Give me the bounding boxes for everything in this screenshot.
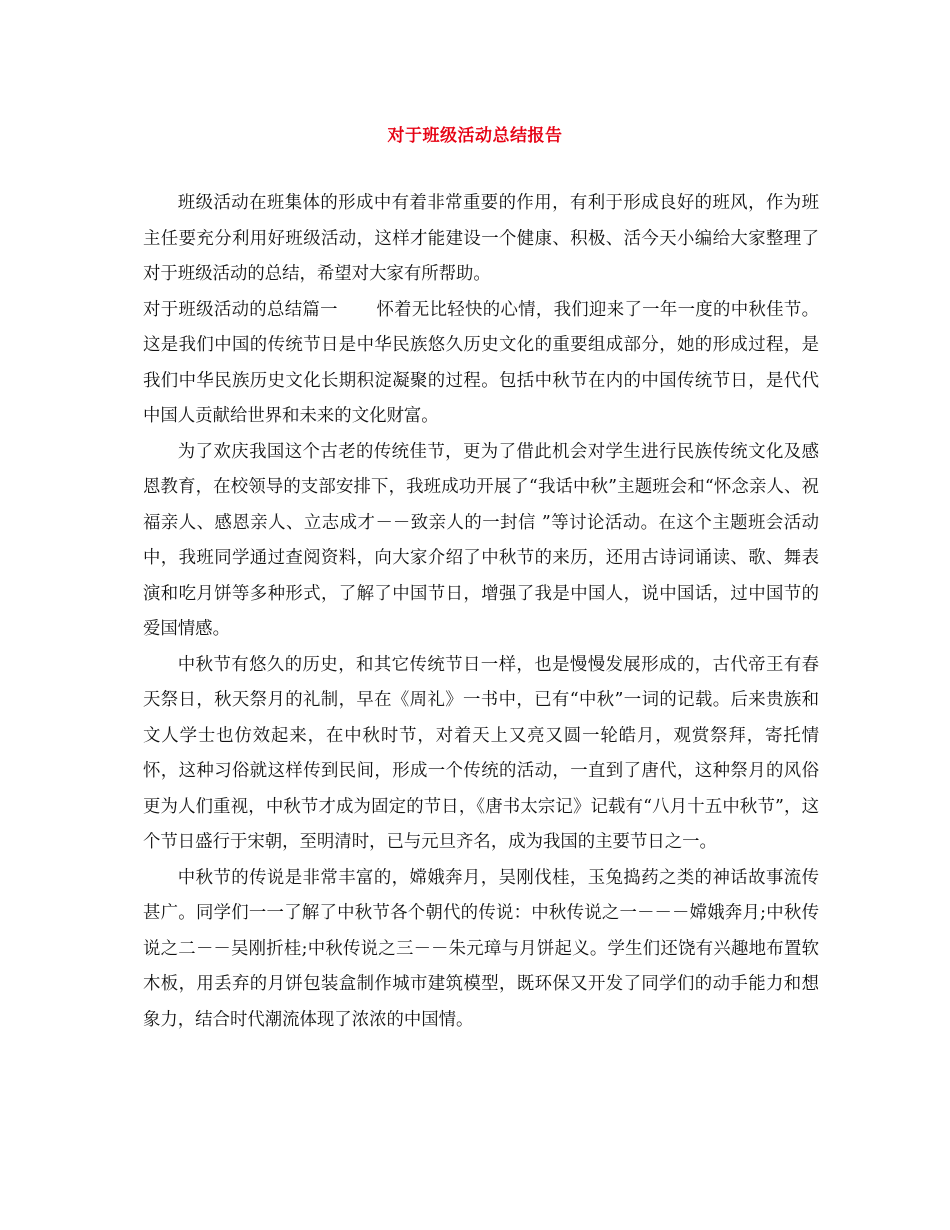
document-body — [143, 186, 819, 1038]
body-paragraph: 中秋节的传说是非常丰富的，嫦娥奔月，吴刚伐桂，玉兔捣药之类的神话故事流传甚广。同学们一一了解了中秋节各个朝代的传说：中秋传说之一－－－嫦娥奔月;中秋传说之二－－吴刚折桂;中秋传说之三－－朱元璋与月饼起义。学生们还饶有兴趣地布置软木板，用丢弃的月饼包装盒制作城市建筑模型，既环保又开发了同学们的动手能力和想象力，结合时代潮流体现了浓浓的中国情。 — [143, 867, 819, 1030]
section-first-text: 怀着无比轻快的心情，我们迎来了一年一度的中秋佳节。这是我们中国的传统节日是中华民族悠久历史文化的重要组成部分，她的形成过程，是我们中华民族历史文化长期积淀凝聚的过程。包括中秋节在内的中国传统节日，是代代中国人贡献给世界和未来的文化财富。 — [143, 299, 819, 426]
section-heading: 对于班级活动的总结篇一 — [143, 299, 338, 320]
section-paragraph — [143, 293, 819, 435]
intro-paragraph: 班级活动在班集体的形成中有着非常重要的作用，有利于形成良好的班风，作为班主任要充分利用好班级活动，这样才能建设一个健康、积极、活今天小编给大家整理了对于班级活动的总结，希望对大家有所帮助。 — [143, 193, 819, 284]
document-title: 对于班级活动总结报告 — [387, 126, 563, 146]
body-paragraph: 为了欢庆我国这个古老的传统佳节，更为了借此机会对学生进行民族传统文化及感恩教育，在校领导的支部安排下，我班成功开展了“我话中秋”主题班会和“怀念亲人、祝福亲人、感恩亲人、立志成才－－致亲人的一封信 ”等讨论活动。在这个主题班会活动中，我班同学通过查阅资料，向大家介绍了中秋节的来历，还用古诗词诵读、歌、舞表演和吃月饼等多种形式，了解了中国节日，增强了我是中国人，说中国话，过中国节的爱国情感。 — [143, 441, 819, 639]
body-paragraph: 中秋节有悠久的历史，和其它传统节日一样，也是慢慢发展形成的，古代帝王有春天祭日，秋天祭月的礼制，早在《周礼》一书中，已有“中秋”一词的记载。后来贵族和文人学士也仿效起来，在中秋时节，对着天上又亮又圆一轮皓月，观赏祭拜，寄托情怀，这种习俗就这样传到民间，形成一个传统的活动，一直到了唐代，这种祭月的风俗更为人们重视，中秋节才成为固定的节日，《唐书太宗记》记载有“八月十五中秋节”，这个节日盛行于宋朝，至明清时，已与元旦齐名，成为我国的主要节日之一。 — [143, 654, 819, 852]
